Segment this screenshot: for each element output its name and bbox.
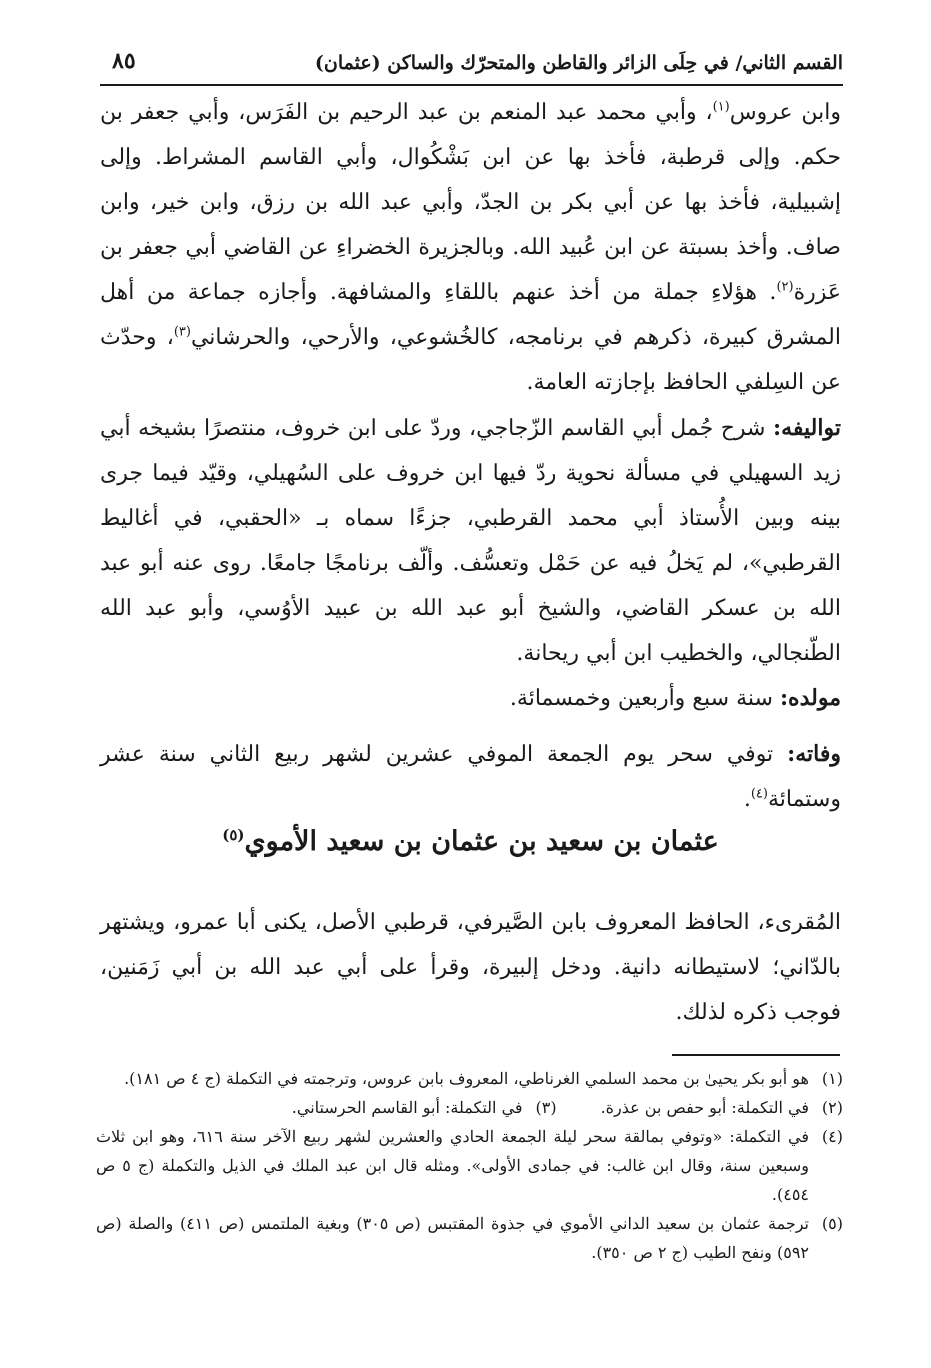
- page-number: ٨٥: [112, 48, 136, 74]
- footnote-ref-4: (٤): [750, 786, 768, 802]
- footnote-number: (١): [821, 1069, 843, 1088]
- footnote-ref-1: (١): [712, 99, 730, 115]
- paragraph-text: ، وأبي محمد عبد المنعم بن عبد الرحيم بن الفَرَس، وأبي جعفر بن حكم. وإلى قرطبة، فأخذ بها عن ابن بَشْكُوال، وأبي القاسم المشراط. وإلى إشبيلية، فأخذ بها عن أبي بكر بن الجدّ، وأبي عبد الله بن رزق، وابن خير، وابن صاف. وأخذ بسبتة عن ابن عُبيد الله. وبالجزيرة الخضراءِ عن القاضي أبي جعفر بن عَزرة: [100, 100, 841, 305]
- footnote-1: [96, 1064, 843, 1093]
- running-header: [100, 46, 843, 86]
- paragraph-text: ، وحدّث عن السِلفي الحافظ بإجازته العامة.: [100, 325, 841, 395]
- footnote-number: (٥): [821, 1214, 843, 1233]
- footnote-ref-5: (٥): [222, 826, 245, 844]
- death-end: .: [743, 787, 751, 812]
- works-label: تواليفه:: [773, 415, 841, 441]
- works-text: شرح جُمل أبي القاسم الزّجاجي، وردّ على ابن خروف، منتصرًا بشيخه أبي زيد السهيلي في مسألة نحوية ردّ فيها ابن خروف على السُهيلي، وقيّد فيما جرى بينه وبين الأُستاذ أبي محمد القرطبي، جزءًا سماه بـ «الحقبي، في أغاليط القرطبي»، لم يَخلُ فيه عن حَمْل وتعسُّف. وألّف برنامجًا جامعًا. روى عنه أبو عبد الله بن عسكر القاضي، والشيخ أبو عبد الله بن عبيد الأوُسي، وأبو عبد الله الطّنجالي، والخطيب ابن أبي ريحانة.: [100, 416, 842, 666]
- footnotes: [96, 1064, 843, 1267]
- paragraph-text: . هؤلاءِ جملة من أخذ عنهم باللقاءِ والمشافهة. وأجازه جماعة من أهل المشرق كبيرة، ذكرهم في برنامجه، كالخُشوعي، والأرحي، والحرشاني: [100, 280, 841, 350]
- running-head-title: القسم الثاني/ في حِلَى الزائر والقاطن والمتحرّك والساكن (عثمان): [314, 52, 843, 74]
- footnote-3: [292, 1093, 557, 1122]
- footnote-ref-2: (٢): [776, 279, 794, 295]
- paragraph-text: وابن عروس: [729, 100, 841, 125]
- footnote-text: في التكملة: أبو القاسم الحرستاني.: [291, 1098, 523, 1117]
- footnote-4: [96, 1122, 843, 1209]
- heading-text: عثمان بن سعيد بن عثمان بن سعيد الأموي: [244, 826, 719, 857]
- paragraph-birth: [100, 676, 841, 721]
- biography-heading: [100, 822, 841, 862]
- footnote-text: ترجمة عثمان بن سعيد الداني الأموي في جذوة المقتبس (ص ٣٠٥) وبغية الملتمس (ص ٤١١) والصلة (ص ٥٩٢) ونفح الطيب (ج ٢ ص ٣٥٠).: [96, 1214, 810, 1262]
- footnote-text: في التكملة: أبو حفص بن عذرة.: [600, 1098, 809, 1117]
- footnote-5: [96, 1209, 843, 1267]
- footnote-text: في التكملة: «وتوفي بمالقة سحر ليلة الجمعة الحادي والعشرين لشهر ربيع الآخر سنة ٦١٦، وهو ابن ثلاث وسبعين سنة، وقال ابن غالب: في جمادى الأولى». ومثله قال ابن عبد الملك في الذيل والتكملة (ج ٥ ص ٤٥٤).: [96, 1127, 809, 1204]
- birth-text: سنة سبع وأربعين وخمسمائة.: [509, 686, 780, 711]
- paragraph-biography: المُقرىء، الحافظ المعروف بابن الصَّيرفي، قرطبي الأصل، يكنى أبا عمرو، ويشتهر بالدّاني؛ لاستيطانه دانية. ودخل إلبيرة، وقرأ على أبي عبد الله بن أبي زَمَنين، فوجب ذكره لذلك.: [100, 910, 841, 1025]
- footnote-number: (٢): [821, 1098, 843, 1117]
- death-label: وفاته:: [787, 741, 841, 767]
- footnote-2: [601, 1093, 843, 1122]
- footnote-separator: [672, 1054, 840, 1056]
- paragraph-death: [100, 732, 841, 822]
- paragraph-teachers: [100, 90, 841, 405]
- footnote-pair: [96, 1093, 843, 1122]
- footnote-number: (٤): [821, 1127, 843, 1146]
- death-text: توفي سحر يوم الجمعة الموفي عشرين لشهر ربيع الثاني سنة عشر وستمائة: [100, 742, 841, 812]
- footnote-ref-3: (٣): [173, 324, 191, 340]
- footnote-text: هو أبو بكر يحيىٰ بن محمد السلمي الغرناطي، المعروف بابن عروس، وترجمته في التكملة (ج ٤ ص ١٨١).: [124, 1069, 809, 1088]
- birth-label: مولده:: [779, 685, 841, 711]
- footnote-number: (٣): [535, 1098, 557, 1117]
- paragraph-works: [100, 406, 841, 676]
